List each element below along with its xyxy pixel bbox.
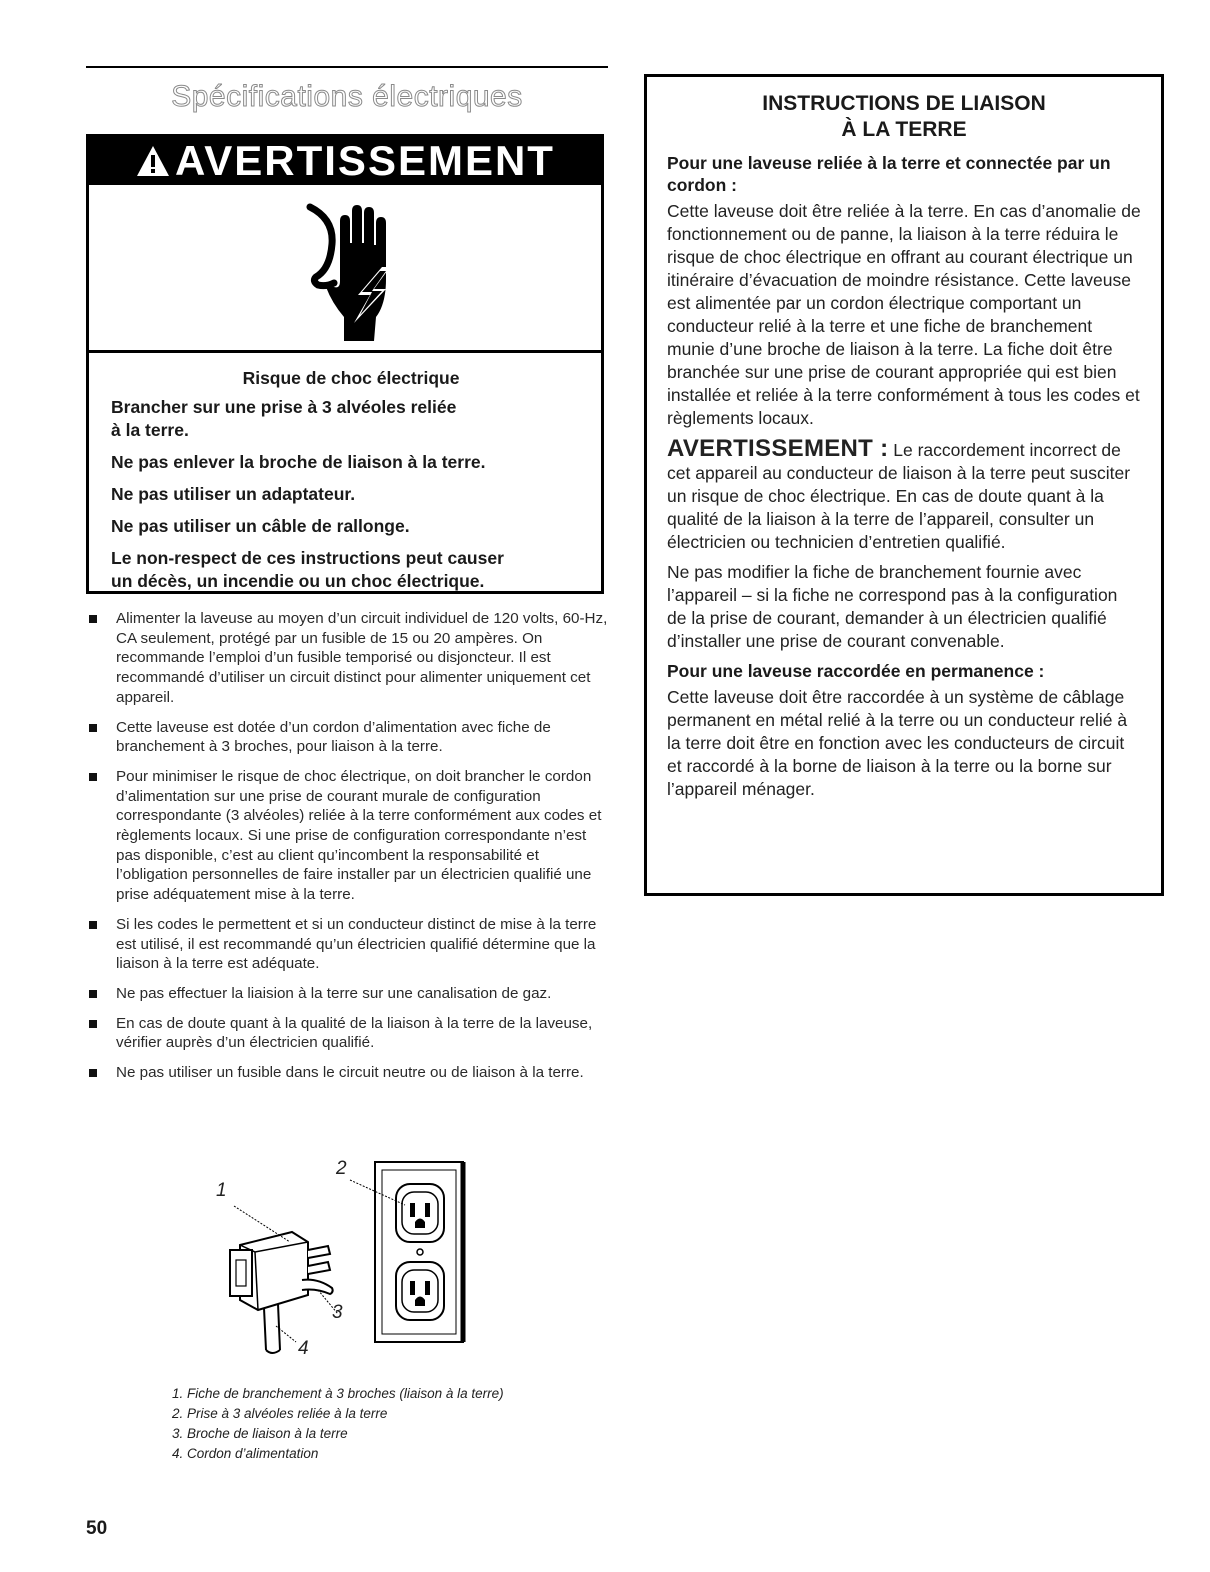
figure-captions bbox=[172, 1384, 552, 1464]
caption-item: 1. Fiche de branchement à 3 broches (liaison à la terre) bbox=[172, 1386, 504, 1401]
list-item: Si les codes le permettent et si un conducteur distinct de mise à la terre est utilisé, il est recommandé qu’un électricien qualifié détermine que la liaison à la terre est adéquate. bbox=[86, 915, 608, 974]
warning-paragraph-text: Le raccordement incorrect de cet appareil au conducteur de liaison à la terre peut susciter un risque de choc électrique. En cas de doute quant à la qualité de la liaison à la terre de l’appareil, consulter un électricien ou technicien d’entretien qualifié. bbox=[667, 440, 1131, 552]
grounding-instructions-box bbox=[644, 74, 1164, 896]
top-rule bbox=[86, 66, 608, 68]
section-title: Spécifications électriques bbox=[171, 80, 523, 113]
list-item: Pour minimiser le risque de choc électrique, on doit brancher le cordon d’alimentation sur une prise de courant murale de configuration correspondante (3 alvéoles) reliée à la terre conformément aux codes et règlements locaux. Si une prise de configuration correspondante n’est pas disponible, c’est au client qu’incombent la responsabilité et l’obligation personnelles de faire installer par un électricien qualifié une prise adéquatement mise à la terre. bbox=[86, 767, 608, 905]
icon-area bbox=[89, 185, 601, 353]
caption-item: 3. Broche de liaison à la terre bbox=[172, 1426, 348, 1441]
figure-label-2: 2 bbox=[336, 1158, 347, 1179]
cord-connected-paragraph: Cette laveuse doit être reliée à la terre. En cas d’anomalie de fonctionnement ou de panne, la liaison à la terre réduira le risque de choc électrique en offrant au courant électrique un itinéraire d’évacuation de moindre résistance. Cette laveuse est alimentée par un cordon électrique comportant un conducteur relié à la terre et une fiche de branchement munie d’une broche de liaison à la terre. La fiche doit être branchée sur une prise de courant appropriée qui est bien installée et reliée à la terre conformément à tous les codes et règlements locaux. bbox=[667, 201, 1141, 428]
list-item: En cas de doute quant à la qualité de la liaison à la terre de la laveuse, vérifier auprès d’un électricien qualifié. bbox=[86, 1014, 608, 1053]
plug-modification-paragraph: Ne pas modifier la fiche de branchement fournie avec l’appareil – si la fiche ne correspond pas à la configuration de la prise de courant, demander à un électricien qualifié d’installer une prise de courant convenable. bbox=[667, 562, 1118, 651]
permanent-connection-paragraph: Cette laveuse doit être raccordée à un système de câblage permanent en métal relié à la terre ou un conducteur relié à la terre doit être en fonction avec les conducteurs de circuit et raccordé à la borne de liaison à la terre ou la borne sur l’appareil ménager. bbox=[667, 687, 1128, 799]
warning-line-1b: à la terre. bbox=[111, 420, 189, 440]
permanent-connection-subhead: Pour une laveuse raccordée en permanence : bbox=[667, 661, 1045, 681]
warning-line-5a: Le non-respect de ces instructions peut causer bbox=[111, 548, 504, 568]
grounding-title bbox=[667, 91, 1141, 143]
risk-title: Risque de choc électrique bbox=[242, 368, 460, 388]
list-item: Ne pas utiliser un fusible dans le circuit neutre ou de liaison à la terre. bbox=[86, 1063, 608, 1083]
warning-line-4: Ne pas utiliser un câble de rallonge. bbox=[111, 516, 410, 536]
warning-line-2: Ne pas enlever la broche de liaison à la terre. bbox=[111, 452, 486, 472]
list-item: Alimenter la laveuse au moyen d’un circuit individuel de 120 volts, 60-Hz, CA seulement, protégé par un fusible de 15 ou 20 ampères. On recommande l’emploi d’un fusible temporisé ou disjoncteur. Il est recommandé d’utiliser un circuit distinct pour alimenter uniquement cet appareil. bbox=[86, 609, 608, 708]
warning-paragraph bbox=[667, 437, 1141, 554]
electric-shock-hand-icon bbox=[304, 199, 404, 344]
warning-triangle-icon bbox=[135, 144, 171, 178]
bullet-list bbox=[86, 609, 608, 1093]
caption-item: 4. Cordon d’alimentation bbox=[172, 1446, 319, 1461]
caption-item: 2. Prise à 3 alvéoles reliée à la terre bbox=[172, 1406, 388, 1421]
figure-label-3: 3 bbox=[332, 1302, 343, 1323]
list-item: Ne pas effectuer la liaision à la terre sur une canalisation de gaz. bbox=[86, 984, 608, 1004]
warning-line-1a: Brancher sur une prise à 3 alvéoles reliée bbox=[111, 397, 457, 417]
warning-box bbox=[86, 134, 604, 594]
warning-line-5 bbox=[111, 547, 591, 593]
warning-line-3: Ne pas utiliser un adaptateur. bbox=[111, 484, 356, 504]
page-number: 50 bbox=[86, 1518, 108, 1539]
figure-label-1: 1 bbox=[216, 1180, 227, 1201]
cord-connected-subhead: Pour une laveuse reliée à la terre et connectée par un cordon : bbox=[667, 153, 1111, 195]
plug-outlet-figure bbox=[200, 1150, 490, 1360]
list-item: Cette laveuse est dotée d’un cordon d’alimentation avec fiche de branchement à 3 broches, pour liaison à la terre. bbox=[86, 718, 608, 757]
warning-text bbox=[111, 367, 591, 602]
warning-header-text: AVERTISSEMENT bbox=[175, 137, 555, 184]
grounding-title-line-1: INSTRUCTIONS DE LIAISON bbox=[762, 92, 1046, 115]
warning-word: AVERTISSEMENT : bbox=[667, 435, 889, 462]
warning-line-5b: un décès, un incendie ou un choc électrique. bbox=[111, 571, 485, 591]
warning-line-1 bbox=[111, 396, 591, 442]
plug-outlet-illustration bbox=[200, 1150, 490, 1360]
grounding-title-line-2: À LA TERRE bbox=[841, 118, 967, 141]
warning-header bbox=[89, 137, 601, 185]
figure-label-4: 4 bbox=[298, 1338, 309, 1359]
